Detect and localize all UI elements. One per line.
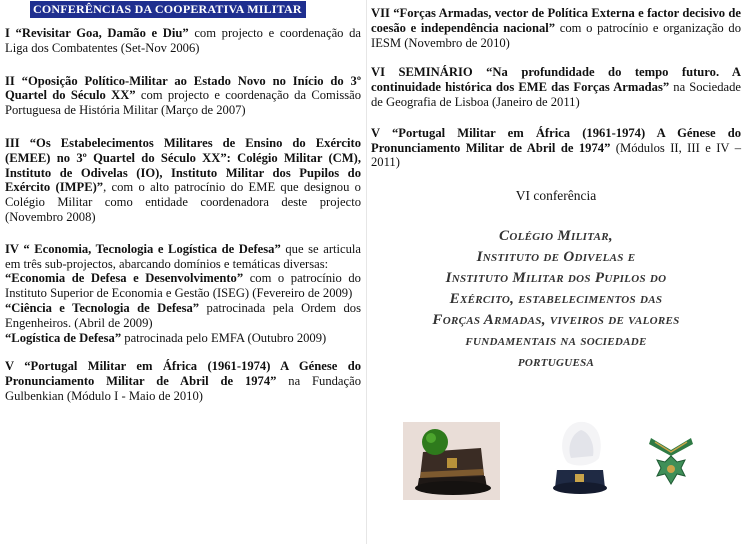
section-title: CONFERÊNCIAS DA COOPERATIVA MILITAR — [30, 1, 306, 18]
entry-iv-sub-1-title: “Economia de Defesa e Desenvolvimento” — [5, 271, 244, 286]
entry-iv-sub-2 — [5, 301, 361, 331]
conference-title-line: Exército, estabelecimentos das — [449, 291, 663, 308]
column-divider — [366, 0, 367, 544]
entry-iv-sub-3 — [5, 331, 361, 346]
entry-i-text: com projecto e coordenação da Liga dos Combatentes (Set-Nov 2006) — [5, 26, 361, 55]
entry-iv-title: IV “ Economia, Tecnologia e Logística de Defesa” — [5, 241, 281, 256]
entry-iii — [5, 136, 361, 225]
emblem-images — [371, 418, 741, 498]
conference-title-line: Forças Armadas, viveiros de valores — [432, 312, 680, 329]
entry-ii-title: II “Oposição Político-Militar ao Estado Novo no Início do 3º Quartel do Século XX” — [5, 73, 361, 103]
conference-title-line: Instituto de Odivelas e — [476, 249, 636, 266]
entry-iv-sub-2-text: patrocinada pela Ordem dos Engenheiros. (Abril de 2009) — [5, 300, 361, 330]
conference-title-line: portuguesa — [517, 354, 595, 371]
entry-v-modules-title: V “Portugal Militar em África (1961-1974) A Génese do Pronunciamento Militar de Abril de 1974” — [371, 125, 741, 155]
entry-vii-title: VII “Forças Armadas, vector de Política Externa e factor decisivo de coesão e independência nacional” — [371, 6, 741, 35]
entry-iv-sub-1 — [5, 271, 361, 301]
entry-iv-sub-2-title: “Ciência e Tecnologia de Defesa” — [5, 300, 200, 315]
shako-hat-image — [403, 422, 500, 500]
entry-v-text: na Fundação Gulbenkian (Módulo I - Maio de 2010) — [5, 374, 361, 403]
conference-title — [371, 226, 741, 373]
entry-iv — [5, 242, 361, 272]
entry-iii-text: , com o alto patrocínio do EME que designou o Colégio Militar como entidade coordenadora deste projecto (Novembro 2008) — [5, 180, 361, 224]
entry-v-title: V “Portugal Militar em África (1961-1974) A Génese do Pronunciamento Militar de Abril de 1974” — [5, 359, 361, 389]
entry-vi-seminario-text: na Sociedade de Geografia de Lisboa (Janeiro de 2011) — [371, 80, 742, 109]
conference-title-line: Colégio Militar, — [499, 228, 613, 245]
military-cross-medal-image — [641, 432, 701, 492]
entry-v-modules — [371, 126, 741, 170]
conference-label: VI conferência — [515, 188, 597, 204]
entry-iii-title: III “Os Estabelecimentos Militares de Ensino do Exército (EMEE) no 3º Quartel do Século XX”: Colégio Militar (CM), Instituto de Odivelas (IO), Instituto Militar dos Pupilos do Exército (IMPE)” — [5, 135, 361, 195]
right-column — [371, 0, 741, 373]
conference-title-line: fundamentais na sociedade — [465, 333, 647, 350]
entry-ii — [5, 74, 361, 118]
entry-iv-sub-3-title: “Logística de Defesa” — [5, 330, 122, 345]
entry-iv-sub-3-text: patrocinada pelo EMFA (Outubro 2009) — [121, 330, 327, 345]
entry-ii-text: com projecto e coordenação da Comissão Portuguesa de História Militar (Março de 2007) — [5, 88, 362, 118]
entry-i-title: I “Revisitar Goa, Damão e Diu” — [5, 26, 189, 40]
entry-vi-seminario-title: VI SEMINÁRIO “Na profundidade do tempo futuro. A continuidade histórica dos EME das Forças Armadas” — [371, 65, 741, 95]
entry-v — [5, 359, 361, 403]
conference-title-line: Instituto Militar dos Pupilos do — [445, 270, 667, 287]
left-column — [5, 0, 361, 404]
entry-i — [5, 26, 361, 56]
entry-iv-text: que se articula em três sub-projectos, abarcando domínios e temáticas diversas: — [5, 241, 361, 271]
entry-vii — [371, 6, 741, 50]
entry-v-modules-text: (Módulos II, III e IV – 2011) — [371, 140, 741, 170]
entry-vi-seminario — [371, 65, 741, 109]
entry-iv-sub-1-text: com o patrocínio do Instituto Superior de Economia e Gestão (ISEG) (Fevereiro de 2009) — [5, 271, 361, 301]
plumed-cap-image — [549, 418, 611, 498]
entry-vii-text: com o patrocínio e organização do IESM (Novembro de 2010) — [371, 20, 741, 50]
